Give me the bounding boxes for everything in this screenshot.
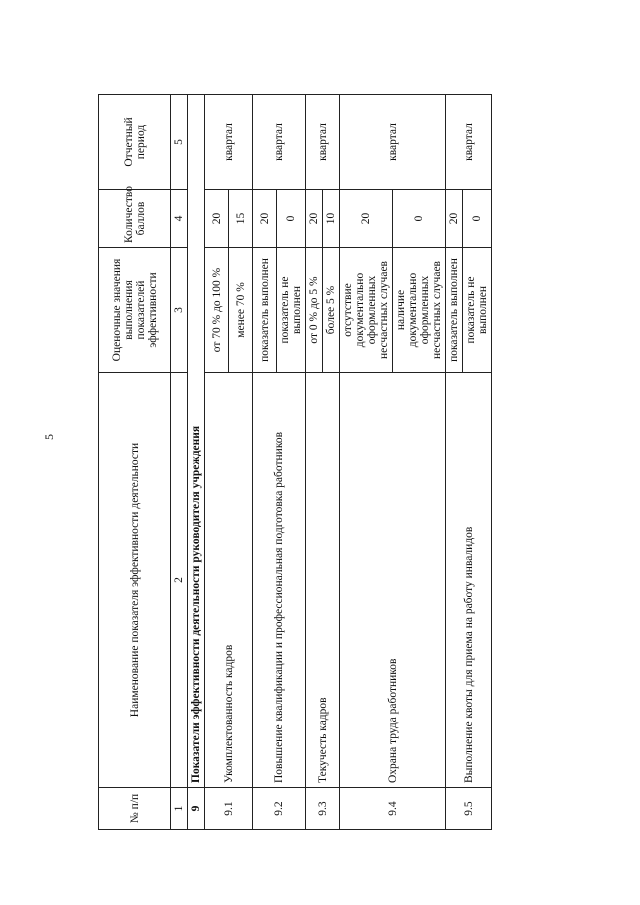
efficiency-table — [98, 94, 492, 830]
row-period: квартал — [446, 95, 492, 190]
row-value: показатель не выполнен — [277, 248, 306, 373]
section-title: Показатели эффективности деятельности руководителя учреждения — [188, 95, 205, 788]
header-values: Оценочные значения выполнения показателей эффективности — [99, 248, 171, 373]
row-value: показатель выполнен — [446, 248, 463, 373]
table-row — [306, 95, 323, 830]
row-num: 9.2 — [253, 788, 306, 830]
row-name: Охрана труда работников — [340, 373, 446, 788]
col-number: 1 — [171, 788, 188, 830]
header-period: Отчетный период — [99, 95, 171, 190]
row-value: показатель не выполнен — [463, 248, 492, 373]
row-value: отсутствие документально оформленных несчастных случаев — [340, 248, 393, 373]
row-points: 0 — [463, 190, 492, 248]
row-num: 9.1 — [205, 788, 253, 830]
row-points: 10 — [323, 190, 340, 248]
row-period: квартал — [306, 95, 340, 190]
row-value: наличие документально оформленных несчастных случаев — [393, 248, 446, 373]
page-number: 5 — [42, 434, 56, 440]
header-num: № п/п — [99, 788, 171, 830]
section-num: 9 — [188, 788, 205, 830]
header-points: Количество баллов — [99, 190, 171, 248]
table-row — [205, 95, 229, 830]
row-num: 9.4 — [340, 788, 446, 830]
table-row — [340, 95, 393, 830]
col-number: 3 — [171, 248, 188, 373]
row-points: 20 — [446, 190, 463, 248]
section-row — [188, 95, 205, 830]
row-period: квартал — [205, 95, 253, 190]
row-value: показатель выполнен — [253, 248, 277, 373]
table-row — [446, 95, 463, 830]
header-name: Наименование показателя эффективности деятельности — [99, 373, 171, 788]
column-number-row — [171, 95, 188, 830]
rotated-table-wrapper — [98, 95, 489, 830]
row-points: 20 — [205, 190, 229, 248]
row-num: 9.3 — [306, 788, 340, 830]
row-value: от 70 % до 100 % — [205, 248, 229, 373]
col-number: 2 — [171, 373, 188, 788]
row-name: Укомплектованность кадров — [205, 373, 253, 788]
row-points: 20 — [253, 190, 277, 248]
row-name: Повышение квалификации и профессиональная подготовка работников — [253, 373, 306, 788]
row-name: Текучесть кадров — [306, 373, 340, 788]
row-value: от 0 % до 5 % — [306, 248, 323, 373]
row-num: 9.5 — [446, 788, 492, 830]
col-number: 4 — [171, 190, 188, 248]
row-points: 20 — [306, 190, 323, 248]
col-number: 5 — [171, 95, 188, 190]
table-row — [253, 95, 277, 830]
row-points: 0 — [393, 190, 446, 248]
header-row — [99, 95, 171, 830]
row-points: 20 — [340, 190, 393, 248]
row-name: Выполнение квоты для приема на работу инвалидов — [446, 373, 492, 788]
row-period: квартал — [253, 95, 306, 190]
row-period: квартал — [340, 95, 446, 190]
row-points: 15 — [229, 190, 253, 248]
row-points: 0 — [277, 190, 306, 248]
row-value: менее 70 % — [229, 248, 253, 373]
row-value: более 5 % — [323, 248, 340, 373]
